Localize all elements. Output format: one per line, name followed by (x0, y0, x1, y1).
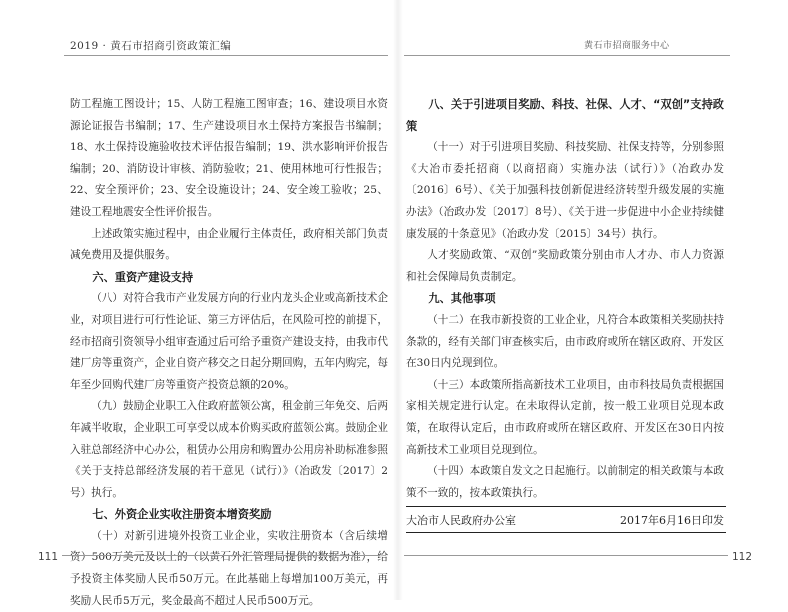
header-rule-left (64, 55, 388, 56)
body-paragraph: （九）鼓励企业职工入住政府蓝领公寓，租金前三年免交、后两年减半收取，企业职工可享受以成本价购买政府蓝领公寓。鼓励企业入驻总部经济中心办公，租赁办公用房和购置办公用房补助标准参照《关于支持总部经济发展的若干意见（试行）》（冶政发〔2017〕2号）执行。 (70, 400, 388, 499)
signature-line (406, 512, 724, 528)
body-paragraph: （十二）在我市新投资的工业企业，凡符合本政策相关奖励扶持条款的，经有关部门审查核实后，由市政府或所在辖区政府、开发区在30日内兑现到位。 (406, 313, 724, 370)
right-page-body (406, 94, 724, 504)
header-rule-right (404, 55, 730, 56)
section-heading: 八、关于引进项目奖励、科技、社保、人才、“双创”支持政策 (406, 98, 724, 133)
body-paragraph: （十四）本政策自发文之日起施行。以前制定的相关政策与本政策不一致的，按本政策执行。 (406, 465, 724, 499)
running-header-left: 2019 · 黄石市招商引资政策汇编 (70, 40, 232, 52)
left-page-body (70, 94, 388, 612)
body-paragraph: （十）对新引进境外投资工业企业，实收注册资本（含后续增资）500万美元及以上的（以黄石外汇管理局提供的数据为准），给予投资主体奖励人民币50万元。在此基础上每增加100万美元，再奖励人民币5万元，奖金最高不超过人民币500万元。 (70, 529, 388, 607)
body-paragraph: （八）对符合我市产业发展方向的行业内龙头企业或高新技术企业，对项目进行可行性论证、第三方评估后，在风险可控的前提下，经市招商引资领导小组审查通过后可给予重资产建设支持，由我市代建厂房等重资产，企业自资产移交之日起分期回购，五年内购完，每年至少回购代建厂房等重资产投资总额的20%。 (70, 292, 388, 391)
section-heading: 六、重资产建设支持 (92, 270, 194, 284)
section-heading: 七、外资企业实收注册资本增资奖励 (92, 508, 272, 522)
body-paragraph: 人才奖励政策、“双创”奖励政策分别由市人才办、市人力资源和社会保障局负责制定。 (406, 249, 724, 283)
page-gutter (393, 0, 403, 600)
signature-rule-bottom (406, 532, 726, 533)
page-number-right: 112 (728, 551, 756, 563)
footer-rule-right (404, 555, 734, 556)
page-number-left: 111 (34, 551, 62, 563)
signature-issuer: 大冶市人民政府办公室 (406, 514, 516, 527)
body-paragraph: （十三）本政策所指高新技术工业项目，由市科技局负责根据国家相关规定进行认定。在未取得认定前，按一般工业项目兑现本政策，在取得认定后，由市政府或所在辖区政府、开发区在30日内按高新技术工业项目兑现到位。 (406, 378, 724, 456)
signature-rule-top (406, 506, 726, 507)
running-header-right: 黄石市招商服务中心 (584, 41, 670, 51)
body-paragraph: 上述政策实施过程中，由企业履行主体责任，政府相关部门负责减免费用及提供服务。 (70, 227, 388, 262)
section-heading: 九、其他事项 (428, 292, 496, 306)
signature-date: 2017年6月16日印发 (620, 514, 724, 527)
body-paragraph: （十一）对于引进项目奖励、科技奖励、社保支持等，分别参照《大冶市委托招商（以商招商）实施办法（试行）》（冶政办发〔2016〕6号）、《关于加强科技创新促进经济转型升级发展的实施办法》（冶政办发〔2017〕8号）、《关于进一步促进中小企业持续健康发展的十条意见》（冶政办发〔2015〕34号）执行。 (406, 141, 724, 240)
footer-rule-left (40, 555, 380, 556)
body-paragraph: 防工程施工图设计；15、人防工程施工图审查；16、建设项目水资源论证报告书编制；17、生产建设项目水土保持方案报告书编制；18、水土保持设施验收技术评估报告编制；19、洪水影响评价报告编制；20、消防设计审核、消防验收；21、使用林地可行性报告；22、安全预评价；23、安全设施设计；24、安全竣工验收；25、建设工程地震安全性评价报告。 (70, 98, 388, 218)
